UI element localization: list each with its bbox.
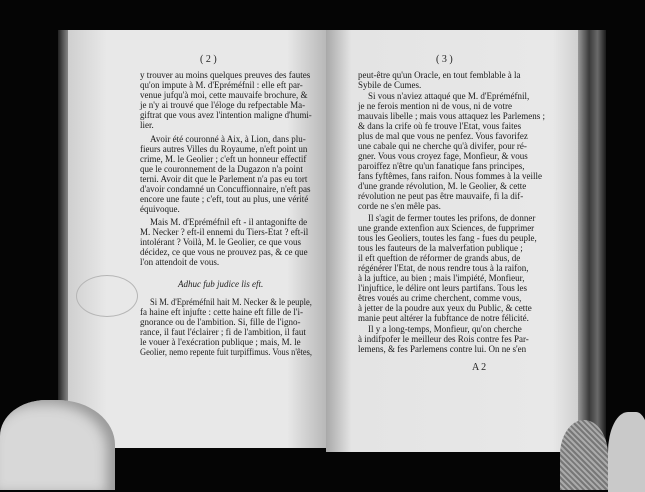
text-line: Si vous n'aviez attaqué que M. d'Epréméfnil, [368,91,530,101]
text-line-row [358,303,563,313]
text-line: paroiffez n'être qu'un fanatique fans principes, [358,161,525,171]
page-number-left: ( 2 ) [200,54,217,65]
text-line: Mais M. d'Epréméfnil eft - il antagonifte de [150,217,308,227]
text-line: fa haine eft injufte : cette haine eft fille de l'i- [140,307,304,317]
text-line-row [140,217,312,227]
text-line: encore une faute ; c'eft, tout au plus, une vérité [140,194,309,204]
text-line: Avoir été couronné à Aix, à Lion, dans plu- [150,134,306,144]
text-line: d'une grande révolution, M. le Geolier, & cette [358,181,527,191]
text-line-row [358,191,563,201]
text-line-row [358,344,563,354]
text-line-row [140,307,312,317]
text-line-row [140,297,312,307]
text-line: tous les fauteurs de la malverfation publique ; [358,243,523,253]
glove-finger-right [608,412,645,492]
text-line-row [140,337,312,347]
text-line-row [358,293,563,303]
latin-motto: Adhuc fub judice lis eft. [178,279,264,289]
text-line: l'injuftice, le délire ont leurs partifans. Tous les [358,283,528,293]
text-line: fans fyftêmes, fans raifon. Nous fommes à la veille [358,171,542,181]
text-line-row [358,201,563,211]
text-line: gner. Vous vous croyez fage, Monfieur, & vous [358,151,528,161]
text-line: Si M. d'Epréméfnil hait M. Necker & le peuple, [150,297,312,307]
text-line-row [140,184,312,194]
text-line-row [140,80,312,90]
text-line-row [140,70,312,80]
text-line: êtres voués au crime cherchent, comme vous, [358,293,522,303]
text-line-row [358,80,563,90]
text-line: à indifpofer le meilleur des Rois contre fes Par- [358,334,529,344]
text-line: Il s'agit de fermer toutes les prifons, de donner [368,213,536,223]
text-line-row [358,171,563,181]
text-line-row [358,70,563,80]
text-line-row [140,204,312,214]
text-line: une cabale qui ne cherche qu'à divifer, pour ré- [358,141,527,151]
text-line: à jetter de la poudre aux yeux du Public, & cette [358,303,532,313]
text-line-row [358,151,563,161]
text-line-row [358,181,563,191]
left-paragraph-3 [140,217,312,267]
text-line: l'on attendoit de vous. [140,257,220,267]
text-line: gnorance ou de l'ambition. Si, fille de l'igno- [140,317,301,327]
text-line-row [140,144,312,154]
text-line: venue jufqu'à moi, cette mauvaife brochure, & [140,90,308,100]
left-paragraph-1 [140,70,312,130]
text-line-row [358,131,563,141]
text-line-row [140,247,312,257]
text-line-row [358,91,563,101]
text-line-row [140,154,312,164]
text-line: giftrat que vous avez l'intention maligne d'humi- [140,110,312,120]
text-line-row [358,101,563,111]
text-line-row [358,263,563,273]
text-line: & dans la crife où fe trouve l'Etat, vous faites [358,121,522,131]
text-line: Sybile de Cumes. [358,80,422,90]
text-line-row [140,120,312,130]
text-line: une grande extenfion aux Sciences, de fupprimer [358,223,535,233]
text-line: Il y a long-temps, Monfieur, qu'on cherche [368,324,522,334]
text-line-row [358,223,563,233]
text-line-row [358,273,563,283]
text-line-row [140,194,312,204]
text-line: révolution ne peut pas être mauvaife, fi la dif- [358,191,524,201]
text-line: que le couronnement de la Dugazon n'a point [140,164,303,174]
text-line-row [358,283,563,293]
text-line-row [358,334,563,344]
text-line-row [358,121,563,131]
text-line: je n'y ai trouvé que l'éloge du refpectable Ma- [140,100,306,110]
text-line: plus de mal que vous ne penfez. Vous favorifez [358,131,528,141]
text-line: crime, M. le Geolier ; c'eft un honneur effectif [140,154,307,164]
text-line-row [140,134,312,144]
text-line-row [358,213,563,223]
text-line-row [140,237,312,247]
text-line: Geolier, nemo repente fuit turpiffimus. Vous n'êtes, [140,347,313,357]
text-line-row [358,141,563,151]
text-line-row [140,347,312,357]
text-line: peut-être qu'un Oracle, en tout femblable à la [358,70,521,80]
left-paragraph-4 [140,297,312,357]
text-line-row [140,110,312,120]
library-stamp [76,275,138,317]
text-line: à la juftice, au bien ; mais l'impiété, Monfieur, [358,273,525,283]
text-line-row [140,164,312,174]
left-paragraph-2 [140,134,312,214]
right-paragraph-2 [358,91,563,211]
signature-mark: A 2 [472,362,487,373]
text-line-row [140,174,312,184]
text-line: y trouver au moins quelques preuves des fautes [140,70,311,80]
text-line: intolérant ? Voilà, M. le Geolier, ce que vous [140,237,302,247]
text-line-row [140,227,312,237]
text-line: terni. Avoir dit que le Parlement n'a pas eu tort [140,174,308,184]
text-line-row [358,243,563,253]
text-line: lier. [140,120,154,130]
text-line: qu'on impute à M. d'Epréméfnil : elle eft par- [140,80,303,90]
text-line-row [140,90,312,100]
text-line-row [358,313,563,323]
text-line: M. Necker ? eft-il ennemi du Tiers-Etat ? eft-il [140,227,309,237]
text-line: manie peut altérer la fubftance de notre félicité. [358,313,529,323]
right-paragraph-3 [358,213,563,323]
text-line: corde ne s'en mêle pas. [358,201,441,211]
book-right-edge [578,30,606,455]
text-line: d'avoir condamné un Concuffionnaire, n'eft pas [140,184,311,194]
right-paragraph-4 [358,324,563,354]
page-number-right: ( 3 ) [436,54,453,65]
right-paragraph-1 [358,70,563,90]
text-line-row [358,324,563,334]
text-line: je ne ferois mention ni de vous, ni de votre [358,101,512,111]
glove-finger-left [0,400,115,490]
text-line-row [358,253,563,263]
text-line-row [140,100,312,110]
text-line: tous les Geoliers, toutes les fang - fues du peuple, [358,233,537,243]
text-line-row [140,317,312,327]
text-line: lemens, & fes Parlemens contre lui. On ne s'en [358,344,527,354]
text-line-row [358,161,563,171]
text-line-row [140,257,312,267]
text-line: décidez, ce que vous ne prouvez pas, & ce que [140,247,308,257]
text-line: fieurs autres Villes du Royaume, n'eft point un [140,144,308,154]
text-line-row [358,111,563,121]
text-line: il eft queftion de réformer de grands abus, de [358,253,521,263]
text-line: équivoque. [140,204,180,214]
text-line: le vouer à l'exécration publique ; mais, M. le [140,337,301,347]
text-line: régénérer l'Etat, de nous rendre tous à la raifon, [358,263,529,273]
text-line-row [358,233,563,243]
text-line: mauvais libelle ; mais vous attaquez les Parlemens ; [358,111,545,121]
text-line-row [140,327,312,337]
text-line: rance, il faut l'éclairer ; fi de l'ambition, il faut [140,327,306,337]
